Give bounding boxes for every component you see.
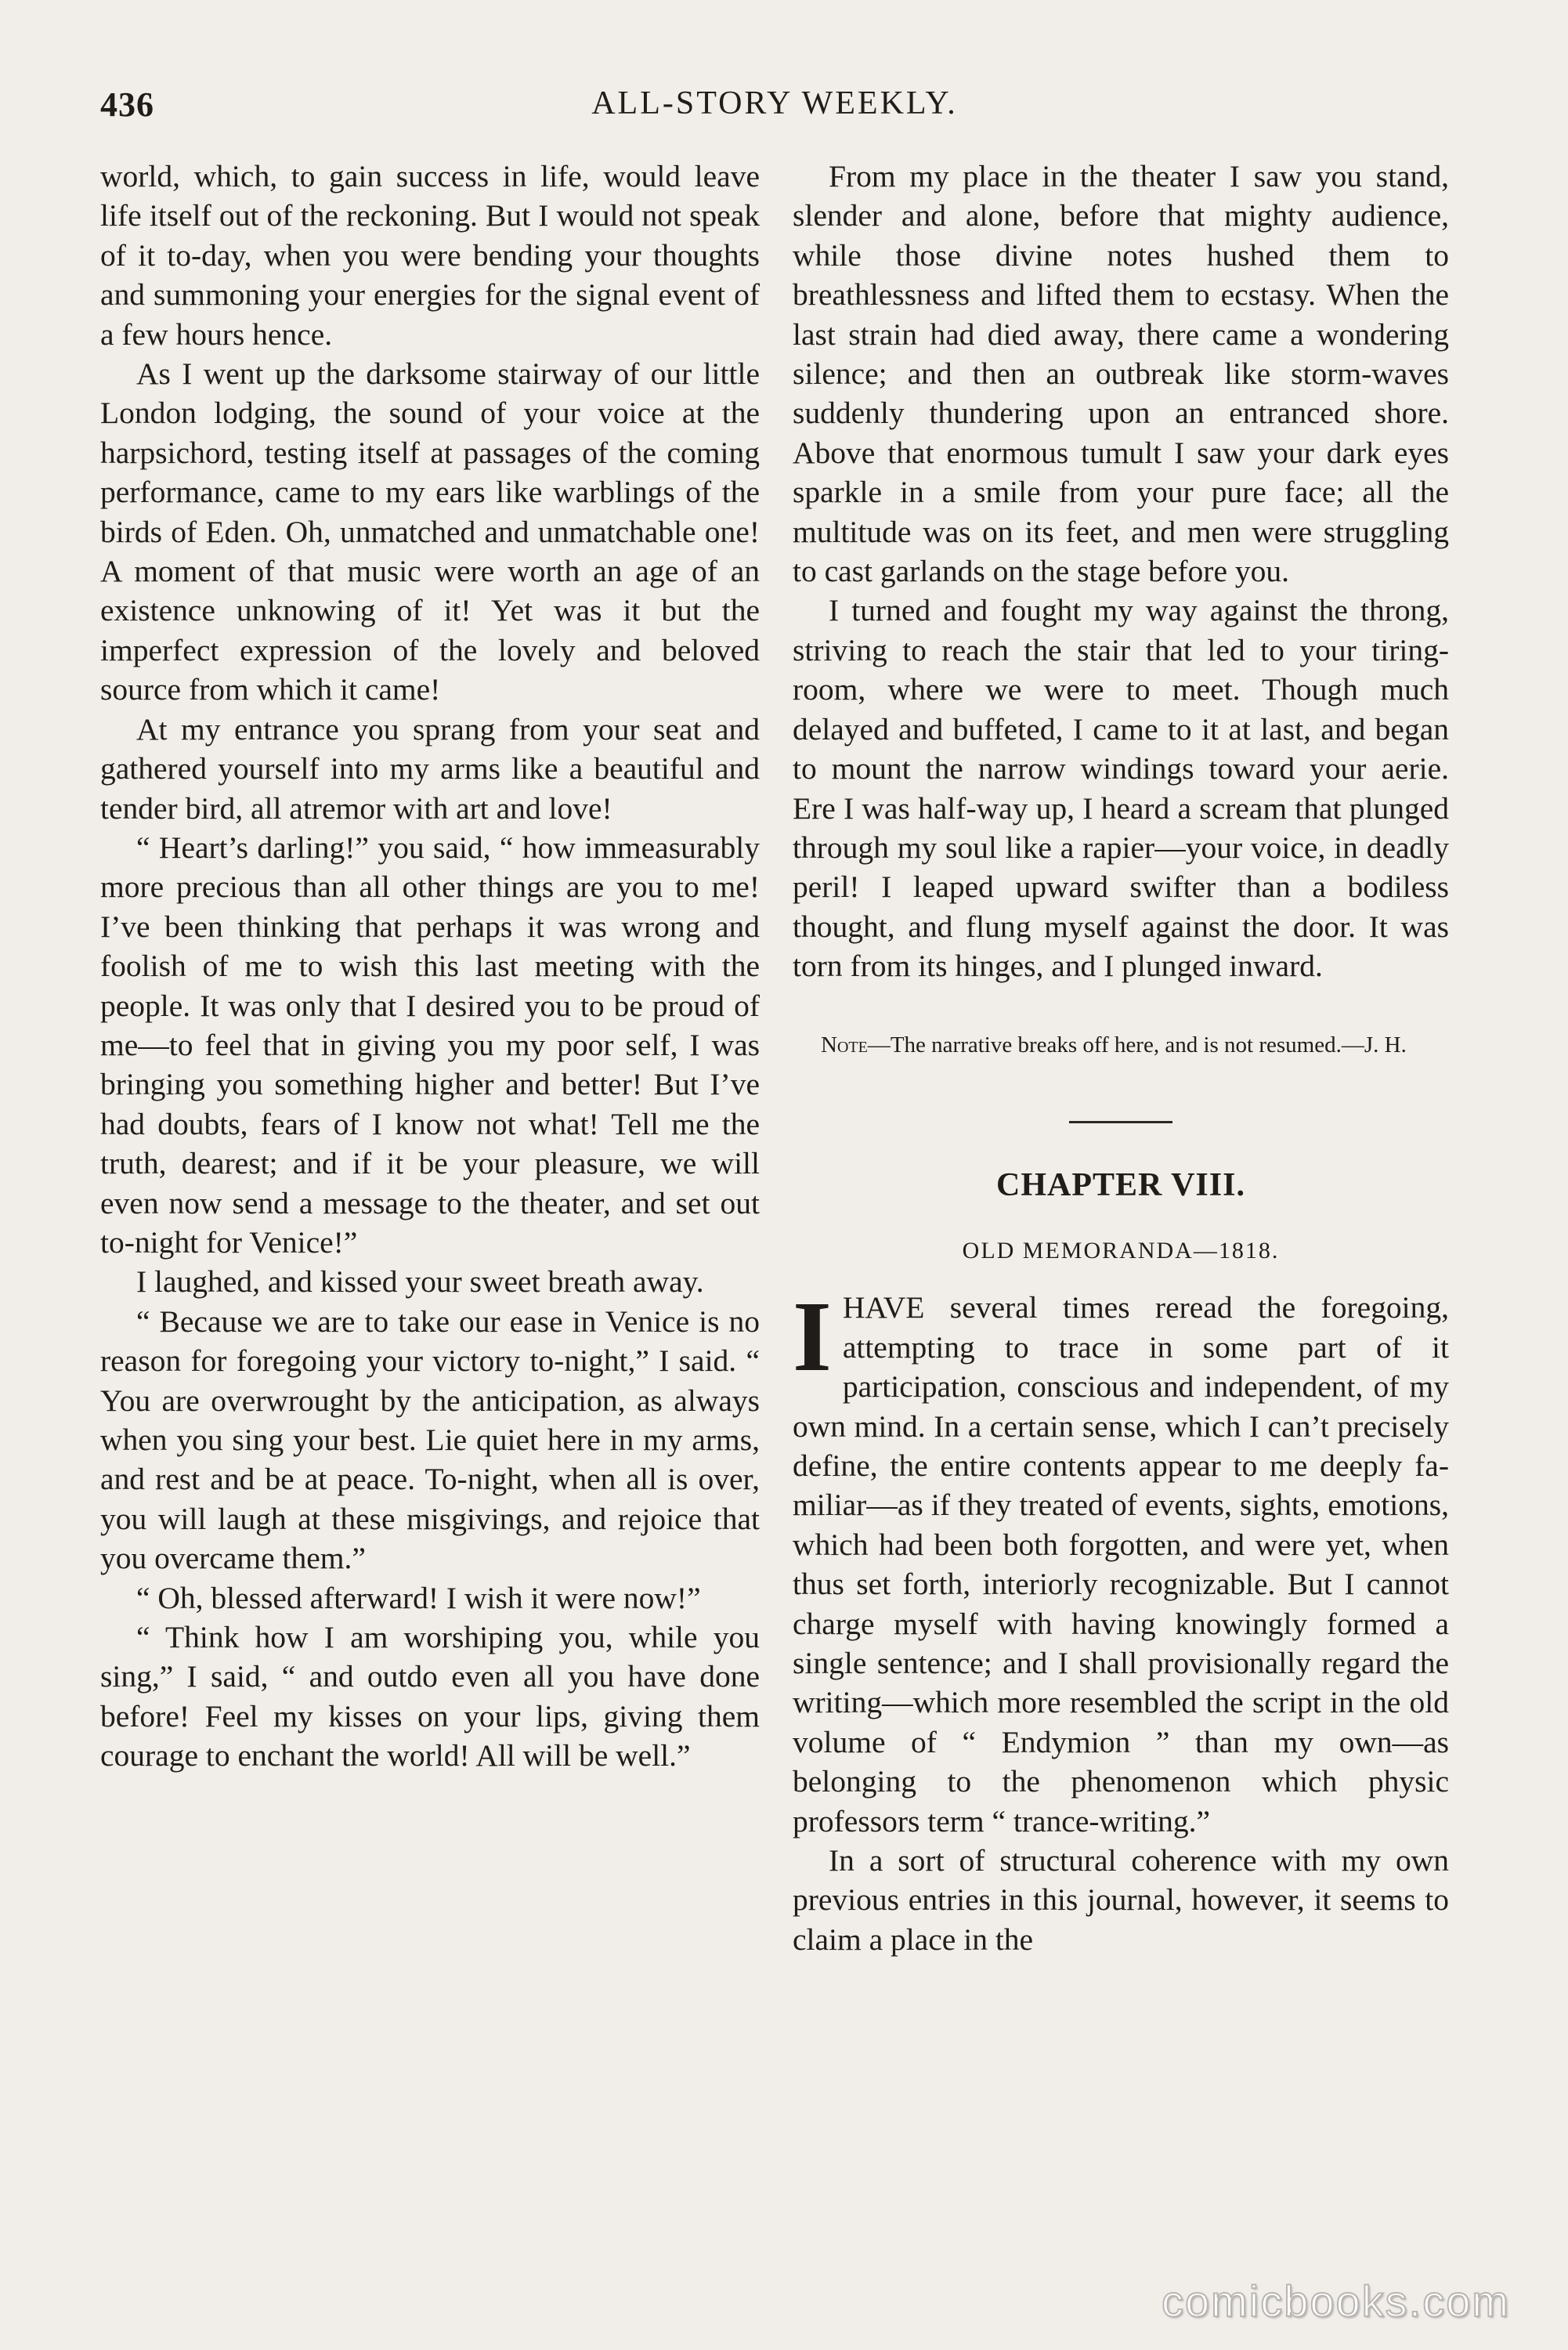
drop-cap: I [793, 1281, 832, 1393]
paragraph: From my place in the theater I saw you stand, slender and alone, before that mighty audience, while those divine notes hushed them to breathlessness and lifted them to ecstasy. When the last strain had died away, there came a wondering silence; and then an outbreak like storm-waves suddenly thundering upon an entranced shore. Above that enormous tumult I saw your dark eyes sparkle in a smile from your pure face; all the multitude was on its feet, and men were struggling to cast garlands on the stage before you. [793, 159, 1449, 589]
left-column [100, 157, 760, 1776]
right-column [793, 157, 1449, 1959]
paragraph: “ Oh, blessed afterward! I wish it were now!” [136, 1580, 701, 1615]
paragraph: As I went up the darksome stairway of our little London lodging, the sound of your voice at the harpsichord, testing itself at passages of the coming performance, came to my ears like warblings of the birds of Eden. Oh, unmatched and unmatchable one! A moment of that music were worth an age of an existence unknowing of it! Yet was it but the imperfect expression of the lovely and beloved source from which it came! [100, 356, 760, 707]
watermark: comicbooks.com [1161, 2276, 1510, 2326]
paragraph: “ Think how I am worshiping you, while you sing,” I said, “ and outdo even all you have done before! Feel my kisses on your lips, giving them courage to enchant the world! All will be well.” [100, 1620, 760, 1773]
chapter-paragraph: In a sort of structural coherence with my own previous entries in this journal, however, it seems to claim a place in the [793, 1843, 1449, 1957]
chapter-paragraph-text: HAVE several times reread the foregoing, attempting to trace in some part of it participation, conscious and independent, of my own mind. In a certain sense, which I can’t precisely define, the entire contents appear to me deeply familiar—as if they treated of events, sights, emotions, which had been both forgotten, and were yet, when thus set forth, interiorly recognizable. But I cannot charge myself with having knowingly formed a single sentence; and I shall provisionally regard the writing—which more resembled the script in the old volume of “ Endymion ” than my own—as belonging to the phenomenon which physic professors term “ trance-writing.” [793, 1290, 1449, 1838]
running-title: ALL-STORY WEEKLY. [591, 85, 958, 121]
note-label: Note [821, 1032, 868, 1058]
paragraph: I laughed, and kissed your sweet breath away. [136, 1264, 704, 1300]
section-divider [1069, 1121, 1172, 1123]
paragraph: world, which, to gain success in life, would leave life itself out of the reckoning. But I would not speak of it to-day, when you were bending your thoughts and summoning your energies for the signal event of a few hours hence. [100, 159, 760, 352]
note-text: —The narrative breaks off here, and is not resumed.—J. H. [867, 1032, 1407, 1058]
editor-note [793, 1030, 1449, 1060]
chapter-paragraph [793, 1281, 1449, 1841]
page-number: 436 [100, 85, 154, 124]
chapter-subheading: OLD MEMORANDA—1818. [962, 1237, 1280, 1264]
paragraph: At my entrance you sprang from your seat and gathered yourself into my arms like a beautiful and tender bird, all atremor with art and love! [100, 711, 760, 826]
paragraph: “ Heart’s darling!” you said, “ how immeasurably more precious than all other things are you to me! I’ve been thinking that perhaps it was wrong and foolish of me to wish this last meeting with the people. It was only that I desired you to be proud of me—to feel that in giving you my poor self, I was bringing you something higher and better! But I’ve had doubts, fears of I know not what! Tell me the truth, dearest; and if it be your pleasure, we will even now send a message to the theater, and set out to-night for Venice!” [100, 830, 760, 1260]
paragraph: I turned and fought my way against the throng, striving to reach the stair that led to your tiring-room, where we were to meet. Though much delayed and buffeted, I came to it at last, and began to mount the narrow windings toward your aerie. Ere I was half-way up, I heard a scream that plunged through my soul like a rapier—your voice, in deadly peril! I leaped upward swifter than a bodiless thought, and flung myself against the door. It was torn from its hinges, and I plunged inward. [793, 593, 1449, 984]
page-header [100, 85, 1449, 132]
paragraph: “ Because we are to take our ease in Venice is no reason for foregoing your victory to-night,” I said. “ You are overwrought by the anticipation, as always when you sing your best. Lie quiet here in my arms, and rest and be at peace. To-night, when all is over, you will laugh at these misgivings, and rejoice that you overcame them.” [100, 1303, 760, 1576]
chapter-heading: CHAPTER VIII. [996, 1166, 1245, 1203]
